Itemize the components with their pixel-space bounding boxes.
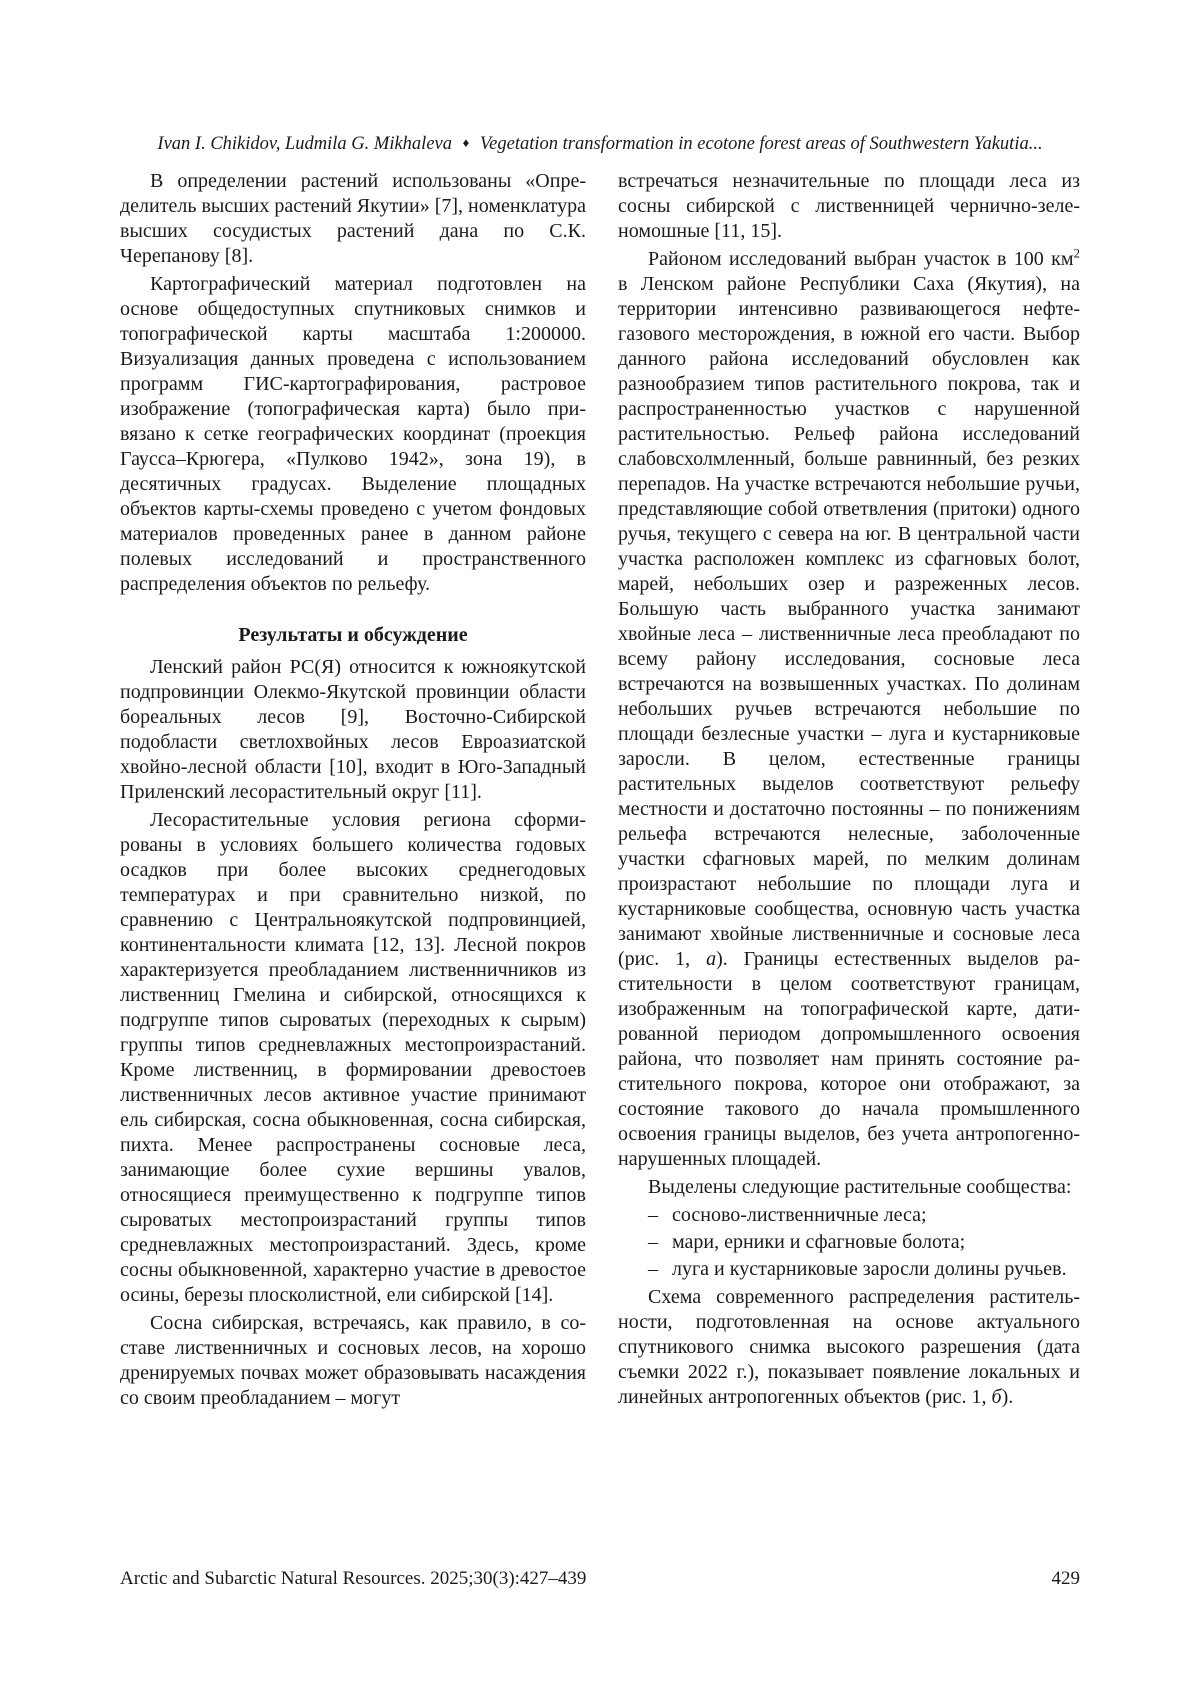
header-authors: Ivan I. Chikidov, Ludmila G. Mikhaleva [157,134,452,154]
list-item [618,1257,1080,1282]
paragraph-current-distribution [618,1285,1080,1410]
list-item-text: луга и кустарниковые заросли долины ручьев. [672,1258,1067,1280]
section-heading-results: Результаты и обсуждение [238,624,468,646]
paragraph-communities-intro: Выделены следующие растительные сообщества: [648,1176,1072,1198]
list-dash: – [648,1231,658,1253]
study-area-text-end: ). Границы естественных выделов растительности в целом соответствуют границам, изображенным на топографической карте, датированной периодом допромышленного освоения района, что позволяет нам принять состояние растительного покрова, которое они отображают, за состояние такового до начала промышленного освоения границы выделов, без учета антропогенно-нарушенных площадей. [618,948,1081,1170]
paragraph-siberian-pine: Сосна сибирская, встречаясь, как правило, в составе лиственничных и сосновых лесов, на хорошо дренируемых почвах может образовывать насаждения со своим преобладанием – могут [120,1312,586,1409]
right-column [618,169,1080,1413]
header-article-title: Vegetation transformation in ecotone forest areas of Southwestern Yakutia... [479,134,1043,154]
superscript-squared: 2 [1073,245,1080,261]
paragraph-plant-identification: В определении растений использованы «Определитель высших растений Якутии» [7], номенклатура высших сосудистых растений дана по С.К. Черепанову [8]. [120,170,587,267]
list-dash: – [648,1258,658,1280]
paragraph-study-area [618,247,1080,1172]
figure-ref-b: б [991,1386,1002,1408]
study-area-text-body: в Ленском районе Республики Саха (Якутия), на территории интенсивно развивающегося нефтегазового месторождения, в южной его части. Выбор данного района исследований обусловлен как разнообразием типов растительного покрова, так и распространенностью участков с нарушенной растительностью. Рельеф района исследований слабовсхолмленный, больше равнинный, без резких перепадов. На участке встречаются небольшие ручьи, представляющие собой ответвления (притоки) одного ручья, текущего с севера на юг. В центральной части участка расположен комплекс из сфагновых болот, марей, небольших озер и разреженных лесов. Большую часть выбранного участка занимают хвойные леса – лиственничные леса преобладают по всему району исследования, сосновые леса встречаются на возвышенных участках. По долинам небольших ручьев встречаются небольшие по площади безлесные участки – луга и кустарниковые заросли. В целом, естественные границы растительных выделов соответствуют рельефу местности и достаточно постоянны – по понижениям рельефа встречаются нелесные, заболоченные участки сфагновых марей, по мелким долинам произрастают небольшие по площади луга и кустарниковые сообщества, основную часть участка занимают хвойные лиственничные и сосновые леса (рис. 1, [618,273,1080,970]
study-area-text-start: Районом исследований выбран участок в 100 км [648,248,1074,270]
paragraph-lensky-district: Ленский район РС(Я) относится к южноякутской подпровинции Олекмо-Якутской провинции области бореальных лесов [9], Восточно-Сибирской подобласти светлохвойных лесов Евроазиатской хвойно-лесной области [10], входит в Юго-Западный Приленский лесорастительный округ [11]. [120,656,586,803]
list-dash: – [648,1204,658,1226]
communities-list [618,1203,1080,1282]
distribution-text-start: Схема современного распределения растительности, подготовленная на основе актуального спутникового снимка высокого разрешения (дата съемки 2022 г.), показывает появление локальных и линейных антропогенных объектов (рис. 1, [618,1286,1080,1408]
list-item [618,1203,1080,1228]
list-item-text: мари, ерники и сфагновые болота; [672,1231,966,1253]
paragraph-forest-conditions: Лесорастительные условия региона сформированы в условиях большего количества годовых осадков при более высоких среднегодовых температурах и при сравнительно низкой, по сравнению с Центральноякутской подпровинцией, континентальности климата [12, 13]. Лесной покров характеризуется преобладанием лиственничников из лиственниц Гмелина и сибирской, относящихся к подгруппе типов сыроватых (переходных к сырым) группы типов средневлажных местопроизрастаний. Кроме лиственниц, в формировании древостоев лиственничных лесов активное участие принимают ель сибирская, сосна обыкновенная, сосна сибирская, пихта. Менее распространены сосновые леса, занимающие более сухие вершины увалов, относящиеся преимущественно к подгруппе типов сыроватых местопроизрастаний группы типов средневлажных местопроизрастаний. Здесь, кроме сосны обыкновенной, характерно участие в древостое осины, березы плосколистной, ели сибирской [14]. [120,809,586,1306]
paragraph-cartographic-material: Картографический материал подготовлен на основе общедоступных спутниковых снимков и топографической карты масштаба 1:200000. Визуализация данных проведена с использованием программ ГИС-картографирования, растровое изображение (топографическая карта) было привязано к сетке географических координат (проекция Гаусса–Крюгера, «Пулково 1942», зона 19), в десятичных градусах. Выделение площадных объектов карты-схемы проведено с учетом фондовых материалов проведенных ранее в данном районе полевых исследований и пространственного распределения объектов по рельефу. [120,273,586,595]
paragraph-continued: встречаться незначительные по площади леса из сосны сибирской с лиственницей чернично-зеленомошные [11, 15]. [618,170,1080,242]
running-header [120,132,1080,157]
header-separator-icon: ♦ [462,135,470,150]
list-item-text: сосново-лиственничные леса; [672,1204,927,1226]
figure-ref-a: а [706,948,717,970]
list-item [618,1230,1080,1255]
left-column [120,169,586,1414]
page-number: 429 [1051,1568,1080,1589]
journal-citation: Arctic and Subarctic Natural Resources. 2025;30(3):427–439 [120,1568,587,1589]
distribution-text-end: ). [1001,1386,1014,1408]
